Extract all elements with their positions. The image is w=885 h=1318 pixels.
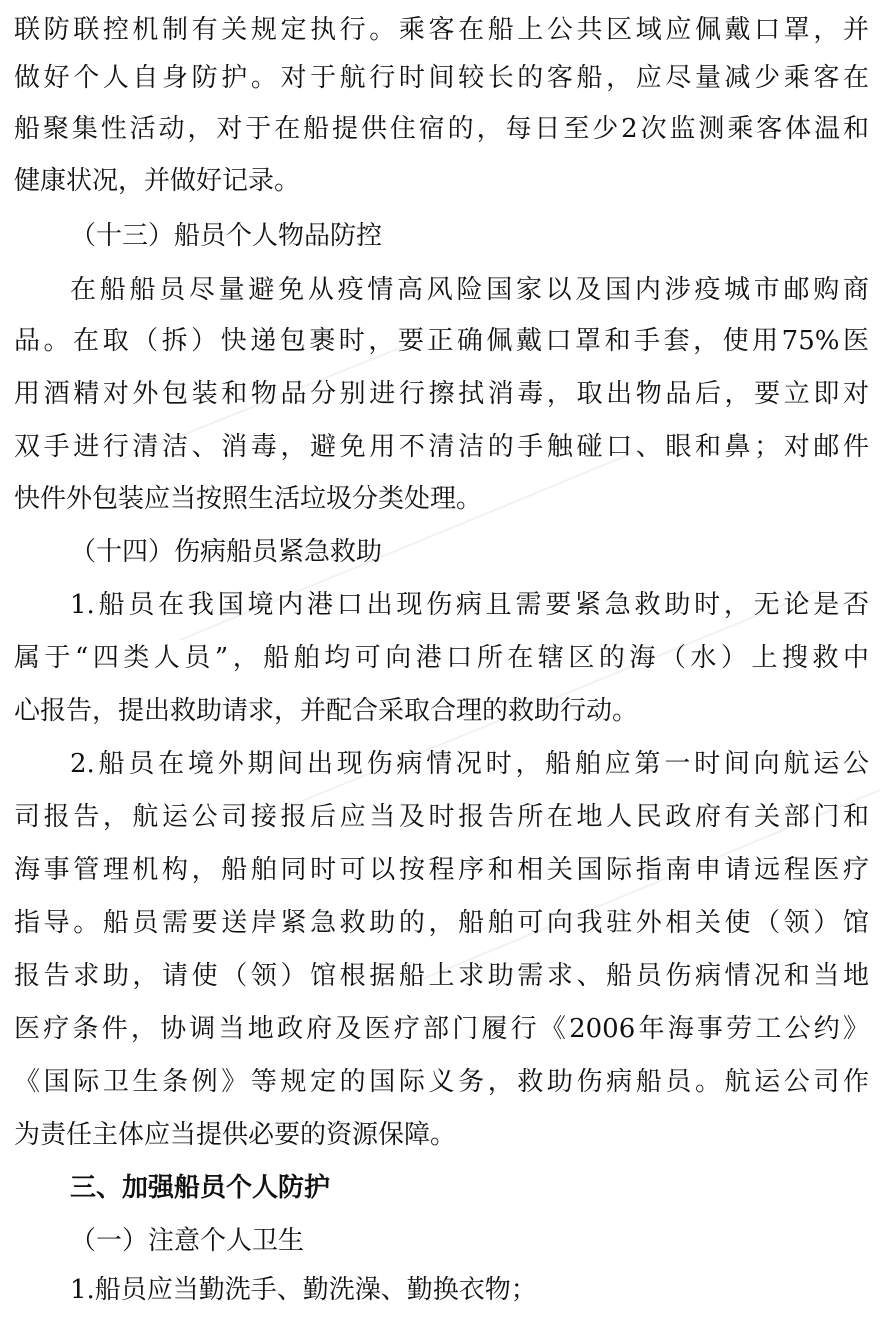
paragraph-line-6: 品。在取（拆）快递包裹时，要正确佩戴口罩和手套，使用75%医 xyxy=(14,326,869,356)
paragraph-line-9: 快件外包装应当按照生活垃圾分类处理。 xyxy=(14,484,483,514)
paragraph-line-20: 为责任主体应当提供必要的资源保障。 xyxy=(14,1120,457,1150)
paragraph-line-19: 《国际卫生条例》等规定的国际义务，救助伤病船员。航运公司作 xyxy=(14,1067,869,1097)
paragraph-line-11: 属于“四类人员”，船舶均可向港口所在辖区的海（水）上搜救中 xyxy=(14,643,869,673)
chapter-heading-3: 三、加强船员个人防护 xyxy=(70,1173,331,1203)
paragraph-line-17: 报告求助，请使（领）馆根据船上求助需求、船员伤病情况和当地 xyxy=(14,961,869,991)
paragraph-line-3: 船聚集性活动，对于在船提供住宿的，每日至少2次监测乘客体温和 xyxy=(14,114,869,144)
paragraph-line-21: 1.船员应当勤洗手、勤洗澡、勤换衣物； xyxy=(70,1275,537,1305)
paragraph-line-10: 1.船员在我国境内港口出现伤病且需要紧急救助时，无论是否 xyxy=(70,590,869,620)
paragraph-line-7: 用酒精对外包装和物品分别进行擦拭消毒，取出物品后，要立即对 xyxy=(14,379,869,409)
section-heading-1: （一）注意个人卫生 xyxy=(70,1226,305,1256)
paragraph-line-14: 司报告，航运公司接报后应当及时报告所在地人民政府有关部门和 xyxy=(14,802,869,832)
section-heading-13: （十三）船员个人物品防控 xyxy=(70,221,383,251)
paragraph-line-4: 健康状况，并做好记录。 xyxy=(14,166,301,196)
paragraph-line-5: 在船船员尽量避免从疫情高风险国家以及国内涉疫城市邮购商 xyxy=(70,275,869,305)
paragraph-line-12: 心报告，提出救助请求，并配合采取合理的救助行动。 xyxy=(14,696,639,726)
paragraph-line-1: 联防联控机制有关规定执行。乘客在船上公共区域应佩戴口罩，并 xyxy=(14,15,869,45)
paragraph-line-13: 2.船员在境外期间出现伤病情况时，船舶应第一时间向航运公 xyxy=(70,749,869,779)
paragraph-line-2: 做好个人自身防护。对于航行时间较长的客船，应尽量减少乘客在 xyxy=(14,63,869,93)
section-heading-14: （十四）伤病船员紧急救助 xyxy=(70,537,383,567)
paragraph-line-8: 双手进行清洁、消毒，避免用不清洁的手触碰口、眼和鼻；对邮件 xyxy=(14,432,869,462)
paragraph-line-18: 医疗条件，协调当地政府及医疗部门履行《2006年海事劳工公约》 xyxy=(14,1014,869,1044)
paragraph-line-15: 海事管理机构，船舶同时可以按程序和相关国际指南申请远程医疗 xyxy=(14,855,869,885)
paragraph-line-16: 指导。船员需要送岸紧急救助的，船舶可向我驻外相关使（领）馆 xyxy=(14,908,869,938)
